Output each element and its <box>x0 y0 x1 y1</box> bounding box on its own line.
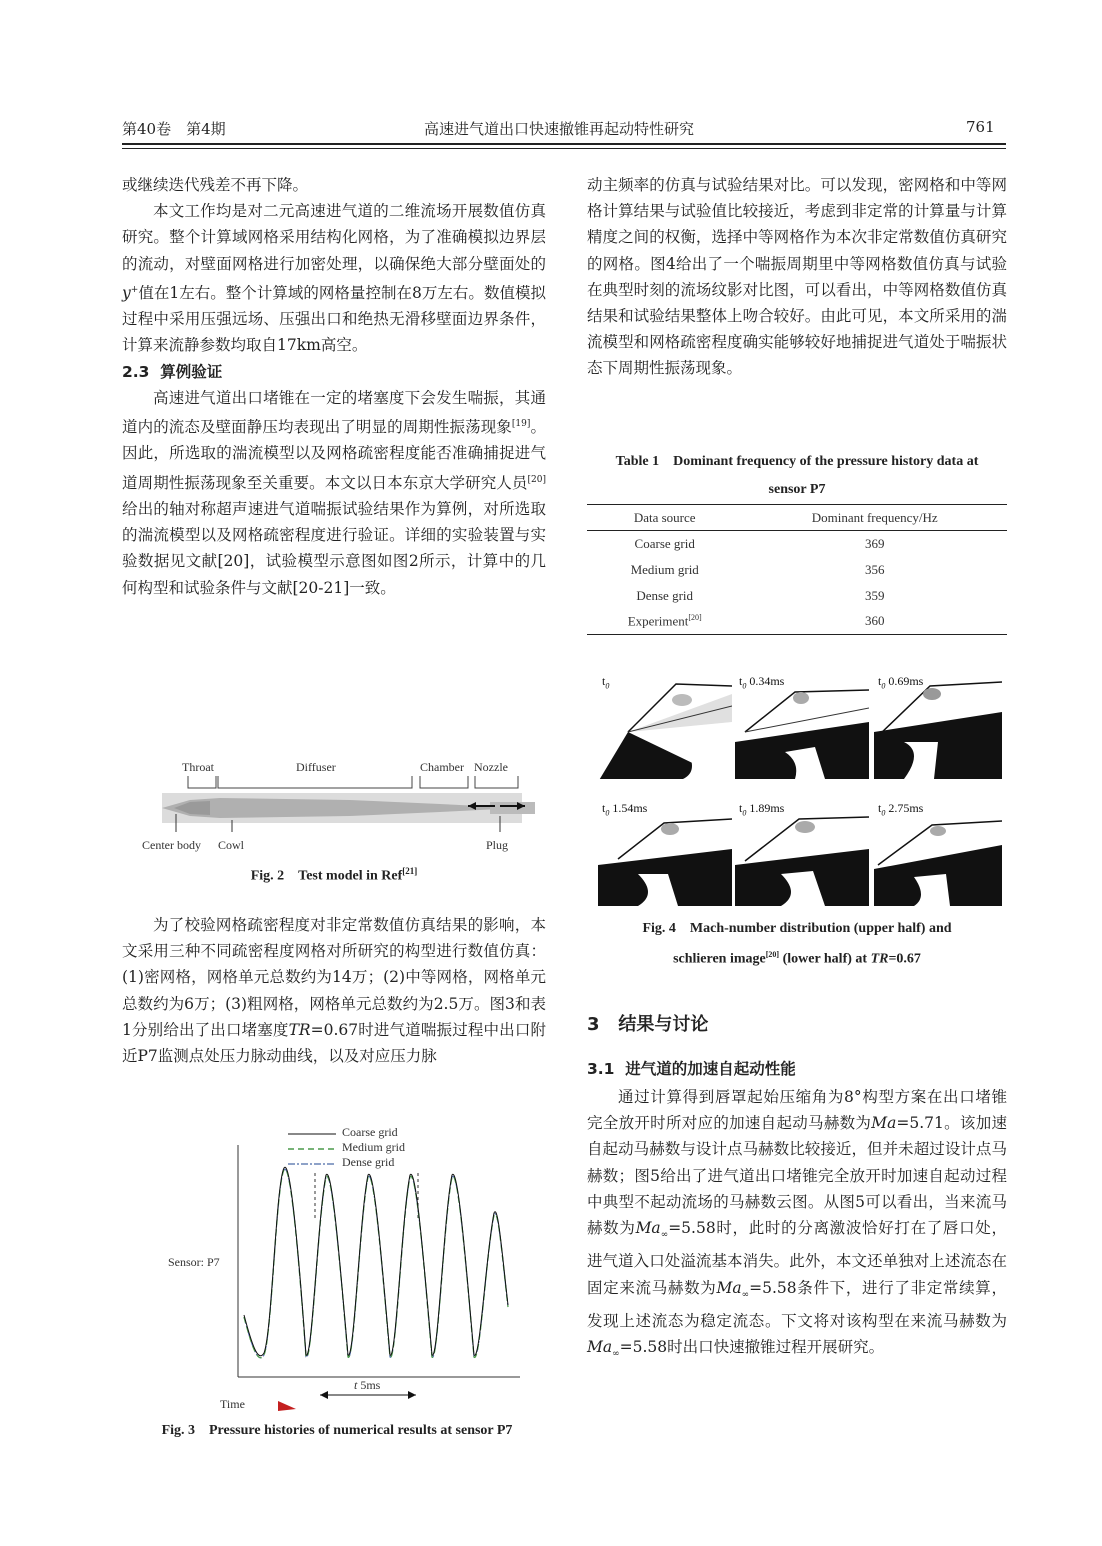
label-nozzle: Nozzle <box>474 760 508 774</box>
time-label: $t_0$ 0.69ms <box>878 674 924 691</box>
table1-caption: Table 1 Dominant frequency of the pressure history data at sensor P7 <box>615 454 979 497</box>
section-3-heading: 3 结果与讨论 <box>587 1014 709 1035</box>
time-label: $t_0$ 0.34ms <box>739 674 785 691</box>
flow-panel <box>598 799 732 906</box>
time-label: $t_0$ 2.75ms <box>878 801 924 818</box>
legend-medium: Medium grid <box>342 1140 405 1154</box>
left-column-top <box>122 172 546 601</box>
flow-panel <box>598 672 732 779</box>
flow-panel <box>874 672 1008 779</box>
y-axis-label: Sensor: P7 <box>168 1255 220 1269</box>
page-number: 761 <box>966 118 995 136</box>
fig4-caption: Fig. 4 Mach-number distribution (upper half) and schlieren image[20] (lower half) at TR=0.67 <box>642 921 952 967</box>
table-1 <box>587 504 1007 635</box>
label-diffuser: Diffuser <box>296 760 336 774</box>
figure-4 <box>598 672 1002 908</box>
figure-3 <box>160 1125 550 1420</box>
table-header: Dominant frequency/Hz <box>742 505 1007 531</box>
figure-2 <box>142 758 540 858</box>
flow-panel <box>735 672 869 779</box>
section-heading: 2.3 算例验证 <box>122 362 223 381</box>
paragraph: 为了校验网格疏密程度对非定常数值仿真结果的影响，本文采用三种不同疏密程度网格对所研究的构型进行数值仿真：(1)密网格，网格单元总数约为14万；(2)中等网格，网格单元总数约为6万；(3)粗网格，网格单元总数约为2.5万。图3和表1分别给出了出口堵塞度TR=0.67时进气道喘振过程中出口附近P7监测点处压力脉动曲线，以及对应压力脉 <box>122 916 546 1066</box>
section-3-1-heading: 3.1 进气道的加速自起动性能 <box>587 1060 796 1078</box>
paragraph: 通过计算得到唇罩起始压缩角为8°构型方案在出口堵锥完全放开时所对应的加速自起动马赫数为Ma=5.71。该加速自起动马赫数与设计点马赫数比较接近，但并未超过设计点马赫数；图5给出了进气道出口堵锥完全放开时加速自起动过程中典型不起动流场的马赫数云图。从图5可以看出，当来流马赫数为$Ma_\infty=5.58$时，此时的分离激波恰好打在了唇口处，进气道入口处溢流基本消失。此外，本文还单独对上述流态在固定来流马赫数为$Ma_\infty=5.58$条件下，进行了非定常续算，发现上述流态为稳定流态。下文将对该构型在来流马赫数为$Ma_\infty=5.58$时出口快速撤锥过程开展研究。 <box>587 1088 1007 1360</box>
header-volume: 第40卷 第4期 <box>122 120 226 138</box>
right-column-top <box>587 172 1007 382</box>
flow-panel <box>874 799 1008 906</box>
label-cowl: Cowl <box>218 838 245 852</box>
paragraph: 动主频率的仿真与试验结果对比。可以发现，密网格和中等网格计算结果与试验值比较接近，考虑到非定常的计算量与计算精度之间的权衡，选择中等网格作为本次非定常数值仿真研究的网格。图4给出了一个喘振周期里中等网格数值仿真与试验在典型时刻的流场纹影对比图，可以看出，中等网格数值仿真结果和试验结果整体上吻合较好。由此可见，本文所采用的湍流模型和网格疏密程度确实能够较好地捕捉进气道处于喘振状态下周期性振荡现象。 <box>587 176 1007 378</box>
table-row: Experiment[20] 360 <box>587 609 1007 635</box>
table-row: Medium grid 356 <box>630 561 885 577</box>
fig2-caption: Fig. 2 Test model in Ref[21] <box>250 866 418 884</box>
time-label: $t_0$ 1.89ms <box>739 801 785 818</box>
legend-dense: Dense grid <box>342 1155 395 1169</box>
label-plug: Plug <box>486 838 509 852</box>
paragraph: 本文工作均是对二元高速进气道的二维流场开展数值仿真研究。整个计算域网格采用结构化网格，为了准确模拟边界层的流动，对壁面网格进行加密处理，以确保绝大部分壁面处的y+值在1左右。整个计算域的网格量控制在8万左右。数值模拟过程中采用压强远场、压强出口和绝热无滑移壁面边界条件，计算来流静参数均取自17km高空。 <box>122 202 546 355</box>
header-rule-thick <box>122 143 1006 145</box>
flow-panel <box>735 799 869 906</box>
paragraph: 高速进气道出口堵锥在一定的堵塞度下会发生喘振，其通道内的流态及壁面静压均表现出了明显的周期性振荡现象[19]。因此，所选取的湍流模型以及网格疏密程度能否准确捕捉进气道周期性振荡现象至关重要。本文以日本东京大学研究人员[20]给出的轴对称超声速进气道喘振试验结果作为算例，对所选取的湍流模型以及网格疏密程度进行验证。详细的实验装置与实验数据见文献[20]，试验模型示意图如图2所示，计算中的几何构型和试验条件与文献[20-21]一致。 <box>122 388 546 597</box>
table-row: Coarse grid 369 <box>634 535 885 551</box>
table-header: Data source <box>587 505 742 531</box>
x-axis-label: Time <box>220 1397 245 1411</box>
paragraph: 或继续迭代残差不再下降。 <box>122 176 309 194</box>
table-header-row <box>587 505 1007 531</box>
label-center-body: Center body <box>142 838 201 852</box>
left-column-bottom <box>122 912 546 1069</box>
right-column-bottom <box>587 1084 1007 1367</box>
fig3-caption: Fig. 3 Pressure histories of numerical results at sensor P7 <box>161 1423 513 1438</box>
time-label: $t_0$ <box>602 674 610 691</box>
header-title: 高速进气道出口快速撤锥再起动特性研究 <box>424 120 695 138</box>
table-row: Dense grid 359 <box>636 587 885 603</box>
label-chamber: Chamber <box>420 760 464 774</box>
header-rule-thin <box>122 148 1006 149</box>
time-label: $t_0$ 1.54ms <box>602 801 648 818</box>
legend-coarse: Coarse grid <box>342 1125 398 1139</box>
label-throat: Throat <box>182 760 214 774</box>
time-scale-label: t 5ms <box>354 1378 381 1392</box>
